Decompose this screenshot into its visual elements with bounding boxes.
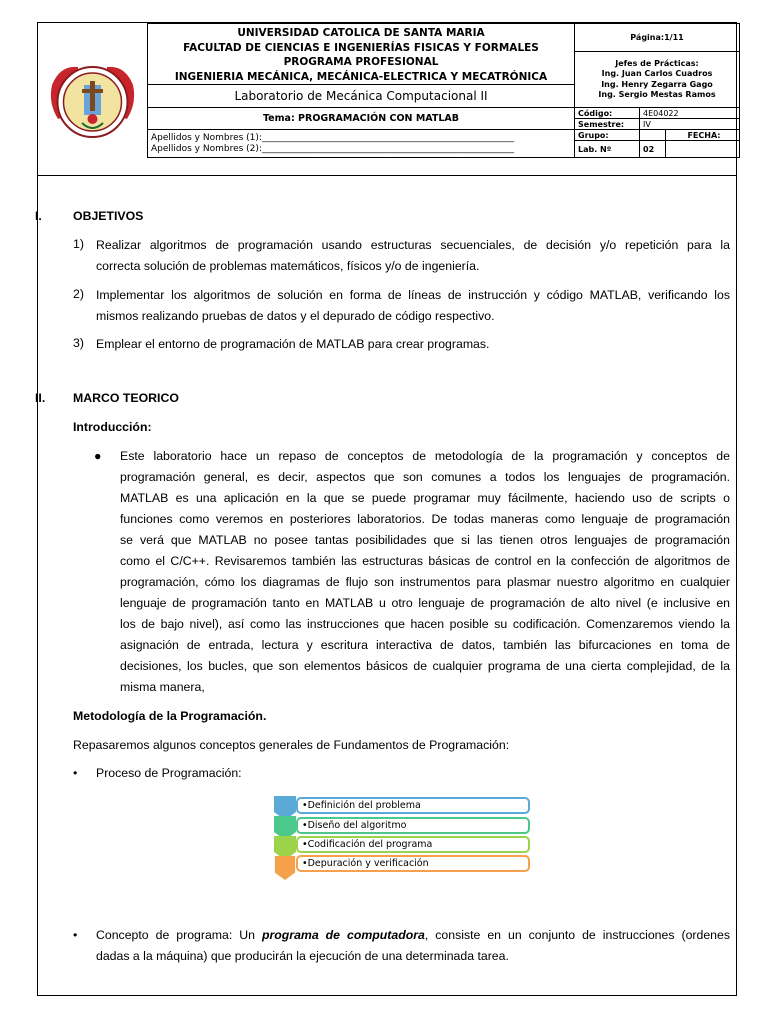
student-name-2: Apellidos y Nombres (2):________________________________________________________ <box>151 143 514 154</box>
step-arrow-icon <box>274 856 296 880</box>
process-step: •Depuración y verificación <box>296 855 530 872</box>
jefes-title: Jefes de Prácticas: <box>615 58 699 68</box>
intro-title: Introducción: <box>73 420 152 434</box>
grupo-label: Grupo: <box>575 130 640 141</box>
lab-title: Laboratorio de Mecánica Computacional II <box>148 85 575 108</box>
bullet-icon: ● <box>94 449 102 463</box>
fecha-label: FECHA: <box>666 130 740 141</box>
process-step: •Diseño del algoritmo <box>296 817 530 834</box>
header-table <box>147 23 740 158</box>
process-step: •Codificación del programa <box>296 836 530 853</box>
bullet-icon: • <box>73 928 78 942</box>
objective-number: 1) <box>73 237 84 251</box>
semestre-value: IV <box>640 119 740 130</box>
jefe-name: Ing. Juan Carlos Cuadros <box>601 69 713 78</box>
university-seal <box>38 23 147 175</box>
semestre-label: Semestre: <box>575 119 640 130</box>
process-step: •Definición del problema <box>296 797 530 814</box>
section1-title: OBJETIVOS <box>73 209 144 223</box>
faculty-name: FACULTAD DE CIENCIAS E INGENIERÍAS FISICAS Y FORMALES <box>183 41 539 54</box>
codigo-label: Código: <box>575 108 640 119</box>
codigo-value: 4E04022 <box>640 108 740 119</box>
lab-no-label: Lab. Nº <box>575 141 640 158</box>
header-divider <box>37 175 737 176</box>
student-name-1: Apellidos y Nombres (1):________________________________________________________ <box>151 132 514 143</box>
objective-number: 3) <box>73 336 84 350</box>
bullet-icon: • <box>73 766 78 780</box>
institution-block <box>148 24 575 85</box>
grupo-value <box>640 130 666 141</box>
students-block <box>148 130 575 158</box>
section1-number: I. <box>35 209 42 223</box>
section2-number: II. <box>35 391 46 405</box>
objective-number: 2) <box>73 287 84 301</box>
topic-title: Tema: PROGRAMACIÓN CON MATLAB <box>148 108 575 130</box>
page-number: Página:1/11 <box>575 24 740 52</box>
program-name: INGENIERIA MECÁNICA, MECÁNICA-ELECTRICA Y MECATRÓNICA <box>174 70 548 83</box>
process-label: Proceso de Programación: <box>96 766 242 780</box>
methodology-title: Metodología de la Programación. <box>73 709 267 723</box>
jefes-block <box>575 52 740 108</box>
intro-paragraph: Este laboratorio hace un repaso de conceptos de metodología de la programación y conceptos de programación general, es decir, aspectos que son comunes a todos los lenguajes de programación. MATLAB es una aplicación en la que se puede programar muy fácilmente, haciendo uso de scripts o funciones como veremos en posteriores laboratorios. De todas maneras como lenguaje de programación se verá que MATLAB no posee tantas posibilidades que si las tienen otros lenguajes de programación como el C/C++. Revisaremos también las estructuras básicas de control en la confección de algoritmos de programación, cómo los diagramas de flujo son instrumentos para plasmar nuestro algoritmo en cualquier lenguaje de programación tanto en MATLAB u otro lenguaje de programación de alto nivel (e inclusive en los de bajo nivel), así como las instrucciones que hacen posible su codificación. Comenzaremos viendo la asignación de entrada, lectura y escritura interactiva de datos, también las bifurcaciones en toma de decisiones, los bucles, que son elementos básicos de cualquier programa de una cierta complejidad, de la misma manera, <box>120 449 730 694</box>
fecha-value <box>666 141 740 158</box>
program-label: PROGRAMA PROFESIONAL <box>283 56 439 68</box>
lab-no-value: 02 <box>640 141 666 158</box>
jefe-name: Ing. Henry Zegarra Gago <box>601 79 713 89</box>
section2-title: MARCO TEORICO <box>73 391 179 405</box>
objective-item: Emplear el entorno de programación de MATLAB para crear programas. <box>96 337 490 351</box>
university-name: UNIVERSIDAD CATOLICA DE SANTA MARIA <box>237 27 485 39</box>
jefe-name: Ing. Sergio Mestas Ramos <box>598 90 716 99</box>
program-concept: Concepto de programa: Un programa de computadora, consiste en un conjunto de instrucciones (ordenes dadas a la máquina) que producirán la ejecución de una determinada tarea. <box>96 928 731 963</box>
objective-item: Implementar los algoritmos de solución en forma de líneas de instrucción y código MATLAB, verificando los mismos realizando pruebas de datos y el depurado de código respectivo. <box>96 288 730 323</box>
methodology-text: Repasaremos algunos conceptos generales de Fundamentos de Programación: <box>73 738 510 752</box>
process-diagram <box>274 796 534 886</box>
objective-item: Realizar algoritmos de programación usando estructuras secuenciales, de decisión y/o repetición para la correcta solución de problemas matemáticos, físicos y/o de ingeniería. <box>96 238 730 273</box>
